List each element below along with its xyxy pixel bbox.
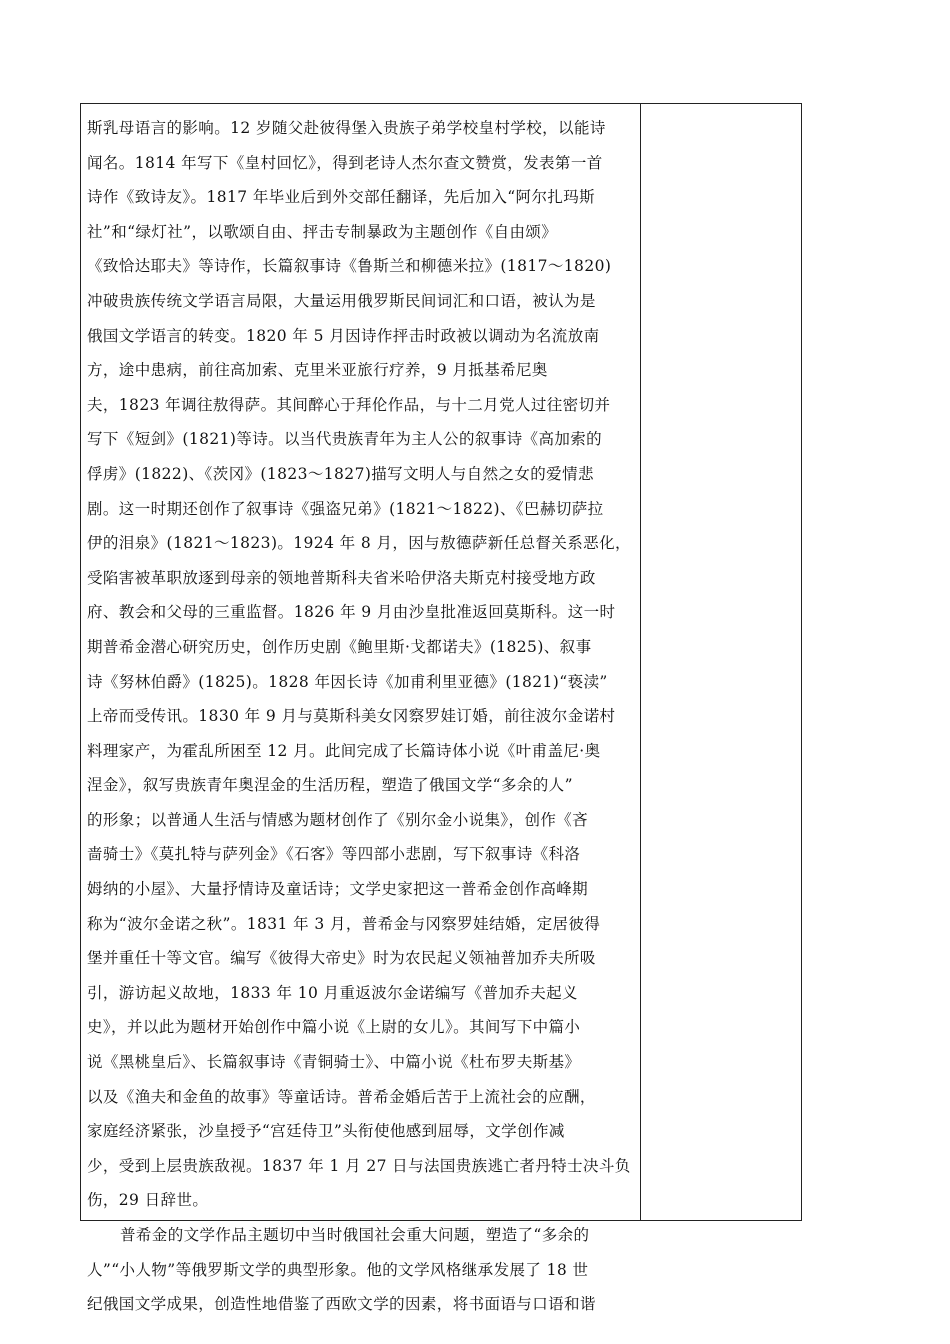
text-line: 人”“小人物”等俄罗斯文学的典型形象。他的文学风格继承发展了 18 世: [87, 1260, 589, 1279]
text-line: 《致恰达耶夫》等诗作，长篇叙事诗《鲁斯兰和柳德米拉》(1817～1820): [87, 257, 612, 276]
notes-cell: [641, 104, 801, 1220]
text-line: 引，游访起义故地，1833 年 10 月重返波尔金诺编写《普加乔夫起义: [87, 983, 578, 1002]
text-line: 伤，29 日辞世。: [87, 1191, 209, 1210]
main-text-cell: [87, 104, 632, 1322]
text-line: 以及《渔夫和金鱼的故事》等童话诗。普希金婚后苦于上流社会的应酬，: [87, 1087, 596, 1106]
text-line: 史》，并以此为题材开始创作中篇小说《上尉的女儿》。其间写下中篇小: [87, 1018, 581, 1037]
text-line: 受陷害被革职放逐到母亲的领地普斯科夫省米哈伊洛夫斯克村接受地方政: [87, 568, 596, 587]
text-line: 料理家产，为霍乱所困至 12 月。此间完成了长篇诗体小说《叶甫盖尼·奥: [87, 741, 601, 760]
text-line: 写下《短剑》(1821)等诗。以当代贵族青年为主人公的叙事诗《高加索的: [87, 430, 603, 449]
text-line: 称为“波尔金诺之秋”。1831 年 3 月，普希金与冈察罗娃结婚，定居彼得: [87, 914, 601, 933]
text-line: 俘虏》(1822)、《茨冈》(1823～1827)描写文明人与自然之女的爱情悲: [87, 464, 594, 483]
text-line: 涅金》，叙写贵族青年奥涅金的生活历程，塑造了俄国文学“多余的人”: [87, 776, 573, 795]
text-line: 府、教会和父母的三重监督。1826 年 9 月由沙皇批准返回莫斯科。这一时: [87, 603, 616, 622]
text-line: 期普希金潜心研究历史，创作历史剧《鲍里斯·戈都诺夫》(1825)、叙事: [87, 637, 592, 656]
text-line: 诗《努林伯爵》(1825)。1828 年因长诗《加甫利里亚德》(1821)“亵渎”: [87, 672, 608, 691]
text-line: 说《黑桃皇后》、长篇叙事诗《青铜骑士》、中篇小说《杜布罗夫斯基》: [87, 1053, 581, 1072]
text-line: 的形象；以普通人生活与情感为题材创作了《别尔金小说集》，创作《吝: [87, 810, 589, 829]
document-table: [80, 103, 802, 1314]
text-line: 少，受到上层贵族敌视。1837 年 1 月 27 日与法国贵族逃亡者丹特士决斗负: [87, 1156, 631, 1175]
paragraph-first-line: 普希金的文学作品主题切中当时俄国社会重大问题，塑造了“多余的: [120, 1226, 590, 1244]
text-line: 伊的泪泉》(1821～1823)。1924 年 8 月，因与敖德萨新任总督关系恶化，: [87, 534, 631, 553]
text-line: 闻名。1814 年写下《皇村回忆》，得到老诗人杰尔查文赞赏，发表第一首: [87, 153, 603, 172]
text-line: 夫，1823 年调往敖得萨。其间醉心于拜伦作品，与十二月党人过往密切并: [87, 395, 611, 414]
text-line: 上帝而受传讯。1830 年 9 月与莫斯科美女冈察罗娃订婚，前往波尔金诺村: [87, 707, 616, 726]
text-line: 方，途中患病，前往高加索、克里米亚旅行疗养，9 月抵基希尼奥: [87, 361, 548, 380]
text-line: 姆纳的小屋》、大量抒情诗及童话诗；文学史家把这一普希金创作高峰期: [87, 880, 589, 899]
text-line: 冲破贵族传统文学语言局限，大量运用俄罗斯民间词汇和口语，被认为是: [87, 291, 596, 310]
text-line: 家庭经济紧张，沙皇授予“宫廷侍卫”头衔使他感到屈辱，文学创作减: [87, 1122, 565, 1141]
text-line: 俄国文学语言的转变。1820 年 5 月因诗作抨击时政被以调动为名流放南: [87, 326, 600, 345]
text-line: 啬骑士》《莫扎特与萨列金》《石客》等四部小悲剧，写下叙事诗《科洛: [87, 845, 581, 864]
text-line: 诗作《致诗友》。1817 年毕业后到外交部任翻译，先后加入“阿尔扎玛斯: [87, 188, 596, 207]
text-line: 堡并重任十等文官。编写《彼得大帝史》时为农民起义领袖普加乔夫所吸: [87, 949, 596, 968]
text-line: 斯乳母语言的影响。12 岁随父赴彼得堡入贵族子弟学校皇村学校，以能诗: [87, 119, 606, 137]
text-line: 剧。这一时期还创作了叙事诗《强盗兄弟》(1821～1822)、《巴赫切萨拉: [87, 499, 604, 518]
text-line: 社”和“绿灯社”，以歌颂自由、抨击专制暴政为主题创作《自由颂》: [87, 222, 558, 241]
text-line: 纪俄国文学成果，创造性地借鉴了西欧文学的因素，将书面语与口语和谐: [87, 1295, 596, 1314]
